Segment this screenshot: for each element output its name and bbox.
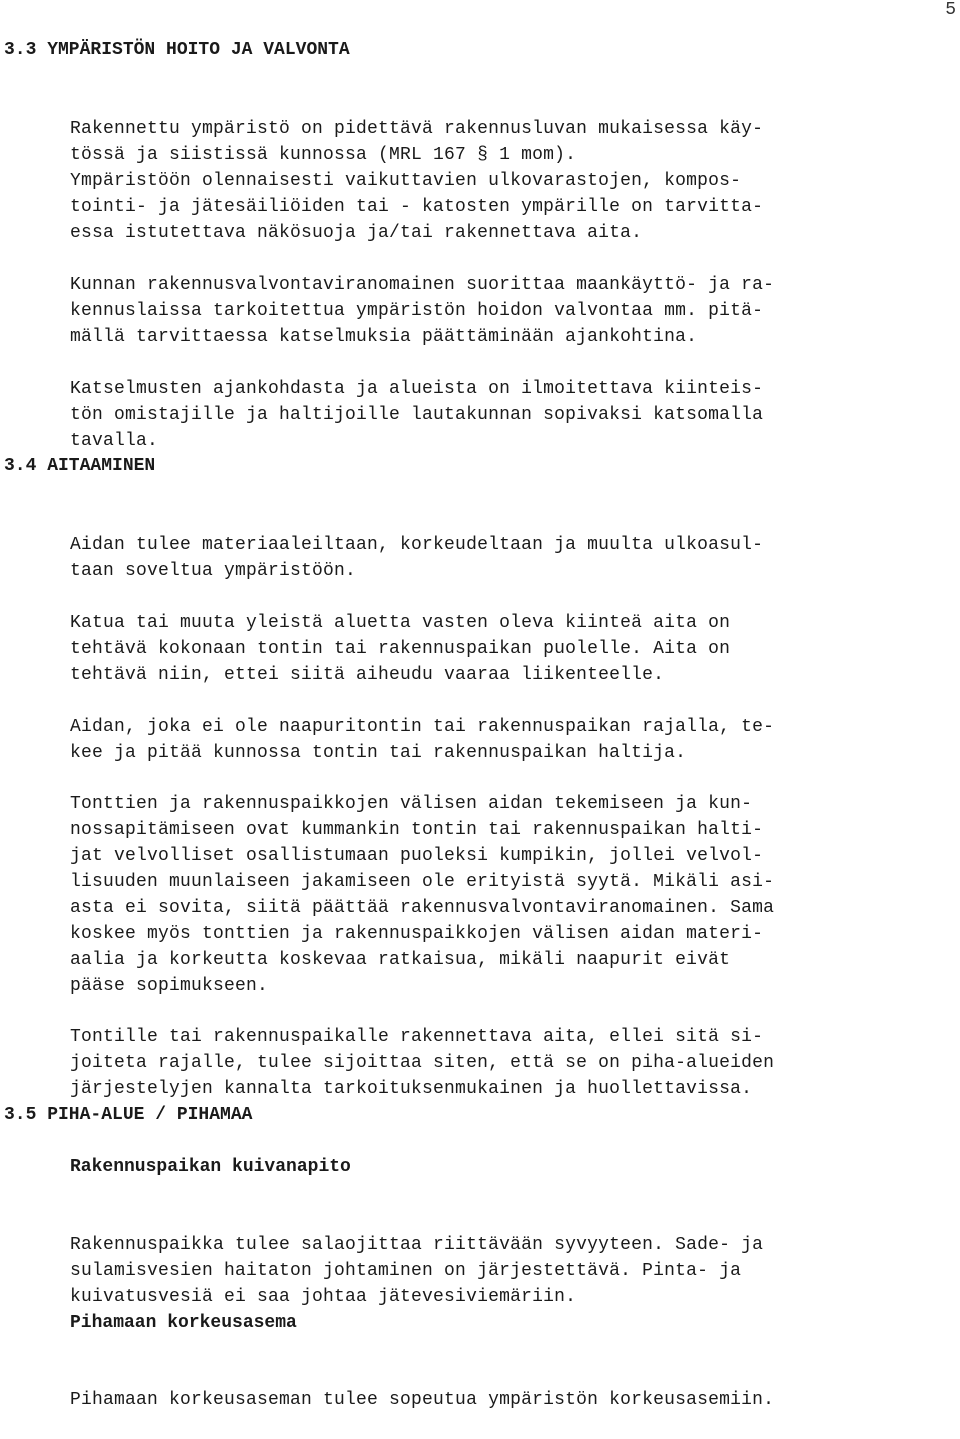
text-line: kee ja pitää kunnossa tontin tai rakennuspaikan haltija. (70, 743, 687, 763)
text-line: tehtävä kokonaan tontin tai rakennuspaikan puolelle. Aita on (70, 639, 731, 659)
section-heading-3-3: 3.3 YMPÄRISTÖN HOITO JA VALVONTA (4, 40, 350, 60)
text-line: järjestelyjen kannalta tarkoituksenmukainen ja huollettavissa. (70, 1079, 753, 1099)
subheading-korkeusasema: Pihamaan korkeusasema (70, 1313, 297, 1333)
text-line: jat velvolliset osallistumaan puoleksi kumpikin, jollei velvol- (70, 846, 764, 866)
text-line: tössä ja siistissä kunnossa (MRL 167 § 1 mom). (70, 145, 577, 165)
text-line: lisuuden muunlaiseen jakamiseen ole erityistä syytä. Mikäli asi- (70, 872, 775, 892)
text-line: Katua tai muuta yleistä aluetta vasten oleva kiinteä aita on (70, 613, 731, 633)
text-line: Pihamaan korkeusaseman tulee sopeutua ympäristön korkeusasemiin. (70, 1390, 775, 1410)
paragraph (70, 350, 956, 480)
text-line: Katselmusten ajankohdasta ja alueista on ilmoitettava kiinteis- (70, 379, 764, 399)
text-line: joiteta rajalle, tulee sijoittaa siten, että se on piha-alueiden (70, 1053, 775, 1073)
text-line: Rakennuspaikka tulee salaojittaa riittävään syvyyteen. Sade- ja (70, 1235, 764, 1255)
text-line: Tonttien ja rakennuspaikkojen välisen aidan tekemiseen ja kun- (70, 794, 753, 814)
text-line: Aidan, joka ei ole naapuritontin tai rakennuspaikan rajalla, te- (70, 717, 775, 737)
paragraph (70, 765, 956, 1025)
section-heading-3-5: 3.5 PIHA-ALUE / PIHAMAA (4, 1105, 253, 1125)
text-line: Aidan tulee materiaaleiltaan, korkeudeltaan ja muulta ulkoasul- (70, 535, 764, 555)
section-heading-3-4: 3.4 AITAAMINEN (4, 456, 156, 476)
text-line: Rakennettu ympäristö on pidettävä rakennusluvan mukaisessa käy- (70, 119, 764, 139)
text-line: tehtävä niin, ettei siitä aiheudu vaaraa liikenteelle. (70, 665, 665, 685)
text-line: kennuslaissa tarkoitettua ympäristön hoidon valvontaa mm. pitä- (70, 301, 764, 321)
text-line: Kunnan rakennusvalvontaviranomainen suorittaa maankäyttö- ja ra- (70, 275, 775, 295)
text-line: Ympäristöön olennaisesti vaikuttavien ulkovarastojen, kompos- (70, 171, 742, 191)
page-number: 5 (945, 0, 956, 20)
text-line: essa istutettava näkösuoja ja/tai rakennettava aita. (70, 223, 643, 243)
text-line: mällä tarvittaessa katselmuksia päättäminään ajankohtina. (70, 327, 698, 347)
text-line: tavalla. (70, 431, 159, 451)
text-line: tointi- ja jätesäiliöiden tai - katosten ympärille on tarvitta- (70, 197, 764, 217)
text-line: koskee myös tonttien ja rakennuspaikkojen välisen aidan materi- (70, 924, 764, 944)
text-line: taan soveltua ympäristöön. (70, 561, 357, 581)
subheading-kuivanapito: Rakennuspaikan kuivanapito (70, 1157, 351, 1177)
text-line: kuivatusvesiä ei saa johtaa jätevesiviemäriin. (70, 1287, 577, 1307)
text-line: aalia ja korkeutta koskevaa ratkaisua, mikäli naapurit eivät (70, 950, 731, 970)
paragraph (70, 1361, 956, 1439)
text-line: nossapitämiseen ovat kummankin tontin tai rakennuspaikan halti- (70, 820, 764, 840)
text-line: asta ei sovita, siitä päättää rakennusvalvontaviranomainen. Sama (70, 898, 775, 918)
text-line: Tontille tai rakennuspaikalle rakennettava aita, ellei sitä si- (70, 1027, 764, 1047)
text-line: pääse sopimukseen. (70, 976, 269, 996)
text-line: tön omistajille ja haltijoille lautakunnan sopivaksi katsomalla (70, 405, 764, 425)
text-line: sulamisvesien haitaton johtaminen on järjestettävä. Pinta- ja (70, 1261, 742, 1281)
paragraph (70, 90, 956, 272)
